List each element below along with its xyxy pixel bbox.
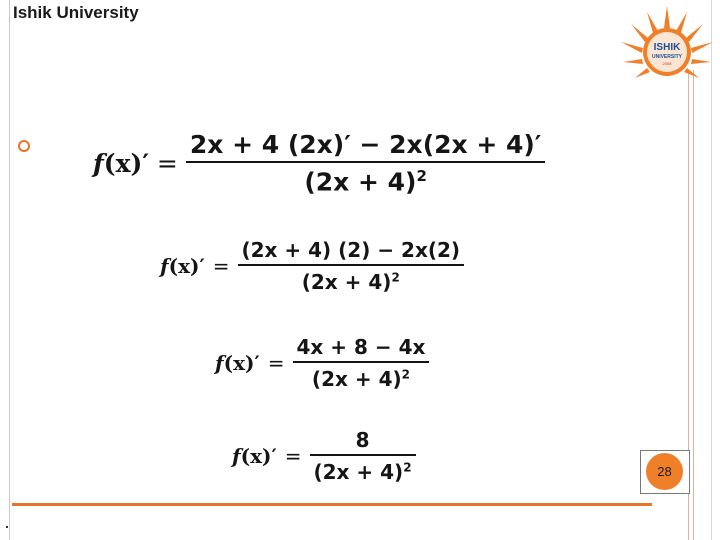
equation-step-3 — [215, 335, 429, 391]
left-border-line — [9, 0, 10, 540]
page-number-badge — [640, 450, 690, 494]
equation-lhs-function: f — [160, 254, 169, 278]
equation-step-4 — [232, 428, 416, 484]
denominator: (2x + 4) — [301, 270, 392, 294]
denominator-exponent: 2 — [391, 270, 400, 285]
footer-dot — [6, 526, 8, 528]
numerator: (2x + 4) (2) − 2x(2) — [241, 238, 461, 262]
logo-text-year: 2008 — [662, 61, 672, 66]
equation-lhs: (x)′ — [223, 351, 260, 375]
equation-lhs-function: f — [93, 148, 104, 178]
denominator: (2x + 4) — [311, 367, 402, 391]
footer-divider — [12, 503, 652, 506]
logo-text-ishik: ISHIK — [653, 42, 681, 53]
page-number: 28 — [646, 453, 683, 490]
equation-step-2 — [160, 238, 464, 294]
equation-lhs: (x)′ — [103, 148, 149, 178]
equation-lhs: (x)′ — [168, 254, 205, 278]
equals-sign: = — [156, 148, 178, 178]
numerator: 8 — [355, 428, 370, 452]
equals-sign: = — [267, 351, 285, 375]
equation-lhs: (x)′ — [240, 444, 277, 468]
numerator: 2x + 4 (2x)′ − 2x(2x + 4)′ — [189, 130, 542, 159]
equation-lhs-function: f — [232, 444, 241, 468]
right-border-line — [693, 70, 694, 540]
denominator-exponent: 2 — [401, 367, 410, 382]
denominator-exponent: 2 — [416, 167, 427, 185]
equals-sign: = — [212, 254, 230, 278]
denominator-exponent: 2 — [403, 460, 412, 475]
denominator: (2x + 4) — [313, 460, 404, 484]
numerator: 4x + 8 − 4x — [296, 335, 426, 359]
equation-lhs-function: f — [215, 351, 224, 375]
logo-text-university: UNIVERSITY — [651, 54, 683, 60]
equation-step-1 — [93, 130, 545, 196]
university-logo — [617, 2, 717, 88]
denominator: (2x + 4) — [304, 167, 417, 197]
header-title: Ishik University — [13, 3, 139, 22]
bullet-icon — [18, 140, 30, 152]
equals-sign: = — [284, 444, 302, 468]
